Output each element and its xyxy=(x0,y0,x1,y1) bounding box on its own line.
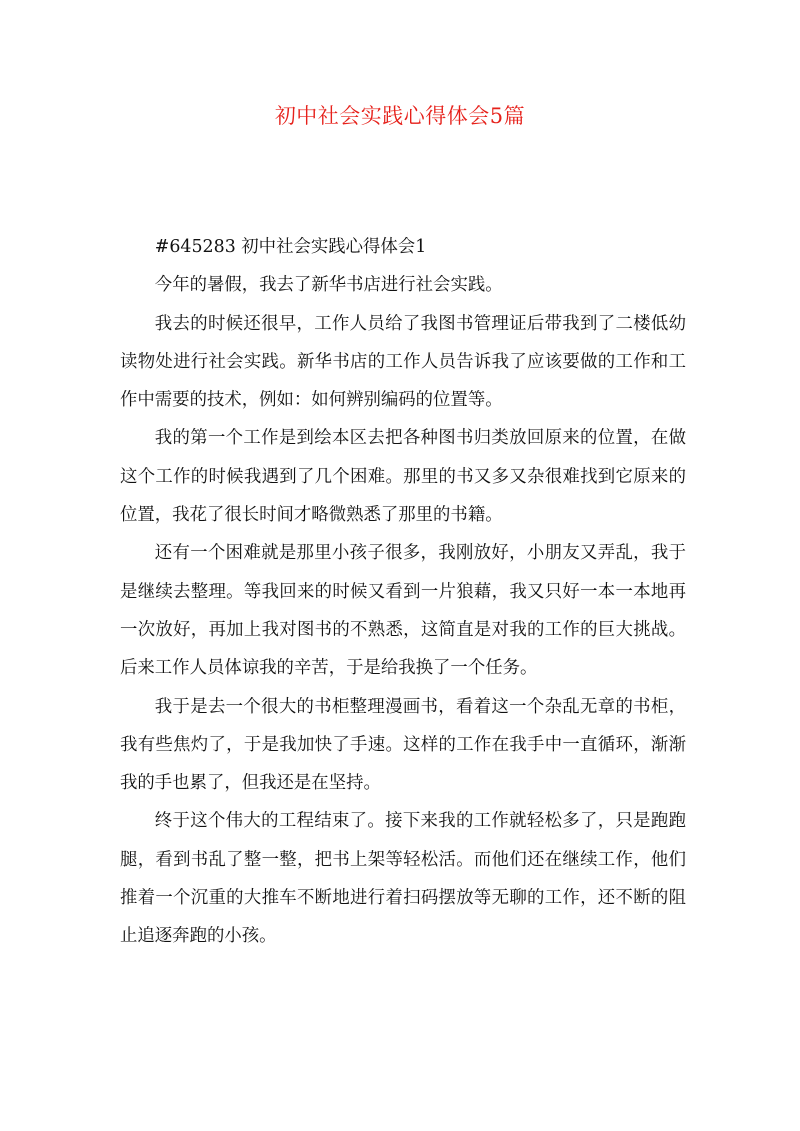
document-body xyxy=(120,228,686,956)
document-title: 初中社会实践心得体会5篇 xyxy=(274,104,526,128)
paragraph: 今年的暑假，我去了新华书店进行社会实践。 xyxy=(154,275,503,296)
paragraph: 终于这个伟大的工程结束了。接下来我的工作就轻松多了，只是跑跑腿，看到书乱了整一整，把书上架等轻松活。而他们还在继续工作，他们推着一个沉重的大推车不断地进行着扫码摆放等无聊的工作，还不断的阻止追逐奔跑的小孩。 xyxy=(120,811,686,947)
paragraph: 我于是去一个很大的书柜整理漫画书，看着这一个杂乱无章的书柜，我有些焦灼了，于是我加快了手速。这样的工作在我手中一直循环，渐渐我的手也累了，但我还是在坚持。 xyxy=(120,696,686,794)
paragraph: 还有一个困难就是那里小孩子很多，我刚放好，小朋友又弄乱，我于是继续去整理。等我回来的时候又看到一片狼藉，我又只好一本一本地再一次放好，再加上我对图书的不熟悉，这简直是对我的工作的巨大挑战。后来工作人员体谅我的辛苦，于是给我换了一个任务。 xyxy=(120,543,686,679)
section-heading: #645283 初中社会实践心得体会1 xyxy=(154,237,427,257)
paragraph: 我去的时候还很早，工作人员给了我图书管理证后带我到了二楼低幼读物处进行社会实践。新华书店的工作人员告诉我了应该要做的工作和工作中需要的技术，例如：如何辨别编码的位置等。 xyxy=(120,313,686,411)
paragraph: 我的第一个工作是到绘本区去把各种图书归类放回原来的位置，在做这个工作的时候我遇到了几个困难。那里的书又多又杂很难找到它原来的位置，我花了很长时间才略微熟悉了那里的书籍。 xyxy=(120,428,686,526)
